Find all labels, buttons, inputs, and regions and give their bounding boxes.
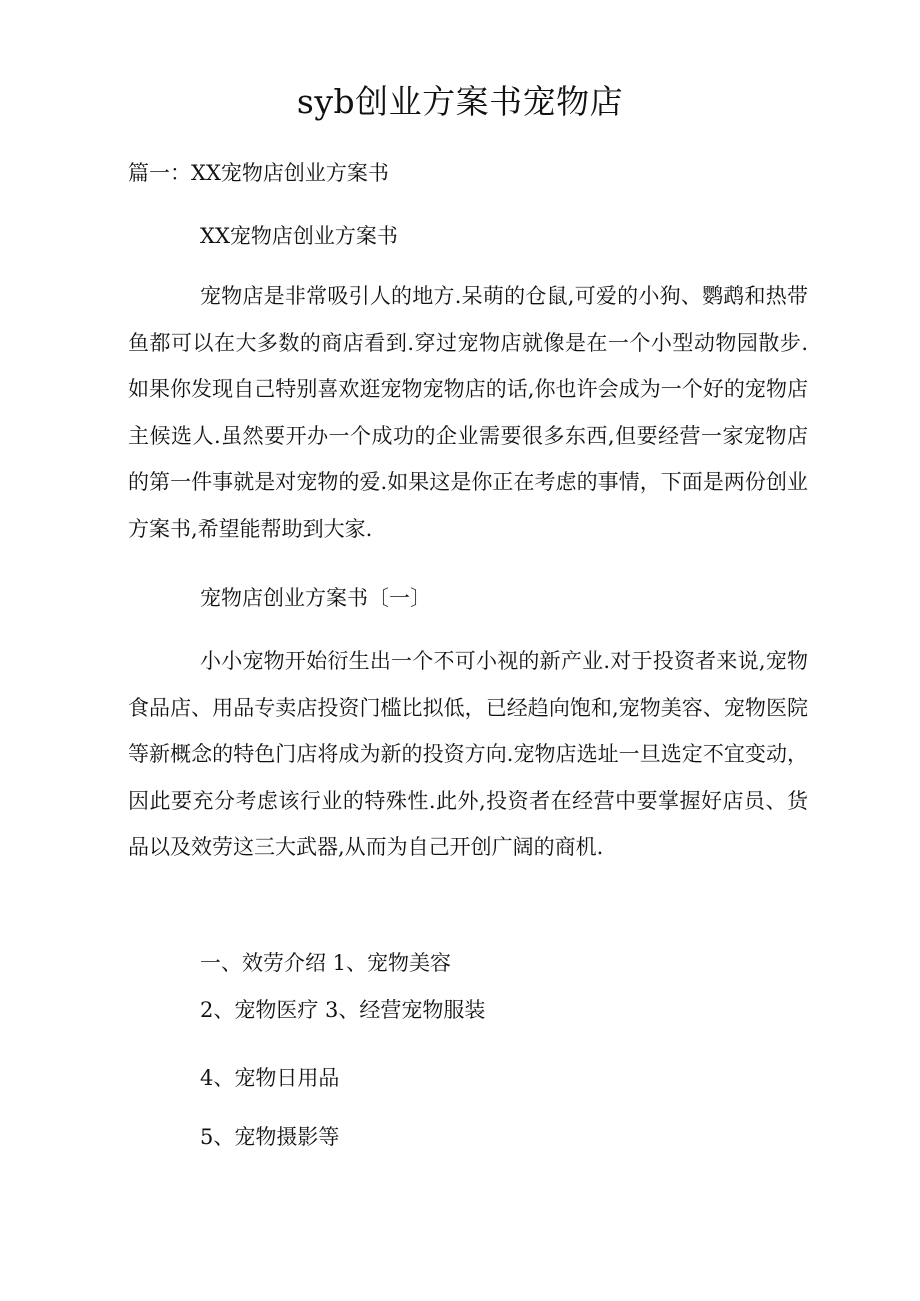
list-item: 5、宠物摄影等 <box>200 1125 340 1149</box>
plan-paragraph: 小小宠物开始衍生出一个不可小视的新产业.对于投资者来说,宠物食品店、用品专卖店投资门槛比拟低，已经趋向饱和,宠物美容、宠物医院等新概念的特色门店将成为新的投资方向.宠物店选址一旦选定不宜变动，因此要充分考虑该行业的特殊性.此外,投资者在经营中要掌握好店员、货品以及效劳这三大武器,从而为自己开创广阔的商机. <box>128 649 808 859</box>
intro-paragraph: 宠物店是非常吸引人的地方.呆萌的仓鼠,可爱的小狗、鹦鹉和热带鱼都可以在大多数的商店看到.穿过宠物店就像是在一个小型动物园散步.如果你发现自己特别喜欢逛宠物宠物店的话,你也许会成为一个好的宠物店主候选人.虽然要开办一个成功的企业需要很多东西,但要经营一家宠物店的第一件事就是对宠物的爱.如果这是你正在考虑的事情，下面是两份创业方案书,希望能帮助到大家. <box>128 284 808 541</box>
list-item: 一、效劳介绍 1、宠物美容 <box>200 951 452 975</box>
plan-heading: 宠物店创业方案书〔一〕 <box>200 586 431 610</box>
list-item: 4、宠物日用品 <box>200 1066 340 1090</box>
subheading: XX宠物店创业方案书 <box>200 224 398 248</box>
list-item: 2、宠物医疗 3、经营宠物服装 <box>200 998 486 1022</box>
document-title: syb创业方案书宠物店 <box>296 82 624 121</box>
section-heading: 篇一：XX宠物店创业方案书 <box>128 161 389 185</box>
